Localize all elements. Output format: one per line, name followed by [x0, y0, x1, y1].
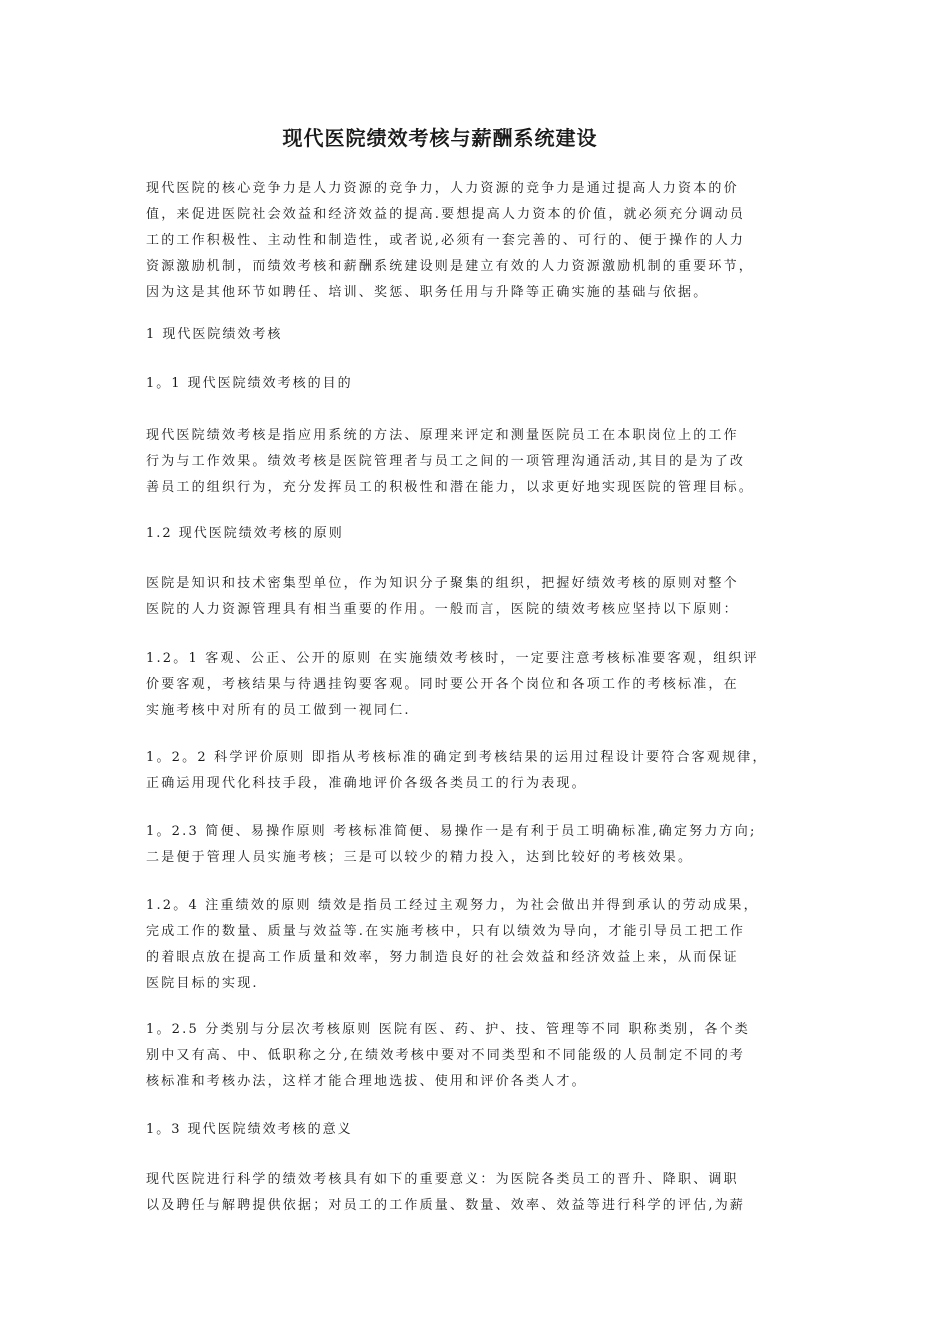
document-title: 现代医院绩效考核与薪酬系统建设	[282, 126, 598, 150]
paragraph-principle-3	[146, 819, 810, 871]
paragraph-line: 正确运用现代化科技手段，准确地评价各级各类员工的行为表现。	[146, 776, 587, 791]
heading-text: 1.2 现代医院绩效考核的原则	[146, 526, 344, 541]
paragraph-principle-5	[146, 1017, 810, 1095]
paragraph-line: 行为与工作效果。绩效考核是医院管理者与员工之间的一项管理沟通活动,其目的是为了改	[146, 454, 746, 469]
paragraph-line: 医院是知识和技术密集型单位，作为知识分子聚集的组织，把握好绩效考核的原则对整个	[146, 576, 739, 591]
paragraph-intro	[146, 176, 810, 306]
paragraph-line: 核标准和考核办法，这样才能合理地选拔、使用和评价各类人才。	[146, 1074, 587, 1089]
heading-text: 1。1 现代医院绩效考核的目的	[146, 376, 353, 391]
paragraph-line: 医院目标的实现.	[146, 976, 259, 991]
paragraph-purpose	[146, 423, 810, 501]
paragraph-line: 价要客观，考核结果与待遇挂钩要客观。同时要公开各个岗位和各项工作的考核标准，在	[146, 677, 739, 692]
paragraph-principle-4	[146, 893, 810, 997]
subsection-heading	[146, 521, 810, 547]
paragraph-line: 现代医院进行科学的绩效考核具有如下的重要意义：为医院各类员工的晋升、降职、调职	[146, 1172, 739, 1187]
paragraph-line: 完成工作的数量、质量与效益等.在实施考核中，只有以绩效为导向，才能引导员工把工作	[146, 924, 746, 939]
paragraph-line: 善员工的组织行为，充分发挥员工的积极性和潜在能力，以求更好地实现医院的管理目标。	[146, 480, 755, 495]
heading-text: 1 现代医院绩效考核	[146, 327, 283, 342]
paragraph-principle-1	[146, 646, 810, 724]
paragraph-principle-2	[146, 745, 810, 797]
subsection-heading	[146, 1117, 810, 1143]
paragraph-line: 1.2。4 注重绩效的原则 绩效是指员工经过主观努力，为社会做出并得到承认的劳动成果，	[146, 898, 759, 913]
paragraph-line: 因为这是其他环节如聘任、培训、奖惩、职务任用与升降等正确实施的基础与依据。	[146, 285, 709, 300]
paragraph-line: 以及聘任与解聘提供依据；对员工的工作质量、数量、效率、效益等进行科学的评估,为薪	[146, 1198, 746, 1213]
paragraph-line: 1.2。1 客观、公正、公开的原则 在实施绩效考核时，一定要注意考核标准要客观，组织评	[146, 651, 759, 666]
paragraph-line: 值，来促进医院社会效益和经济效益的提高.要想提高人力资本的价值，就必须充分调动员	[146, 207, 746, 222]
paragraph-line: 现代医院绩效考核是指应用系统的方法、原理来评定和测量医院员工在本职岗位上的工作	[146, 428, 739, 443]
paragraph-line: 工的工作积极性、主动性和制造性，或者说,必须有一套完善的、可行的、便于操作的人力	[146, 233, 746, 248]
paragraph-line: 医院的人力资源管理具有相当重要的作用。一般而言，医院的绩效考核应坚持以下原则：	[146, 602, 739, 617]
paragraph-line: 实施考核中对所有的员工做到一视同仁.	[146, 703, 411, 718]
subsection-heading	[146, 371, 810, 397]
paragraph-line: 的着眼点放在提高工作质量和效率，努力制造良好的社会效益和经济效益上来，从而保证	[146, 950, 739, 965]
paragraph-significance	[146, 1167, 810, 1219]
paragraph-principles-intro	[146, 571, 810, 623]
paragraph-line: 二是便于管理人员实施考核；三是可以较少的精力投入，达到比较好的考核效果。	[146, 850, 694, 865]
paragraph-line: 1。2。2 科学评价原则 即指从考核标准的确定到考核结果的运用过程设计要符合客观规律，	[146, 750, 768, 765]
heading-text: 1。3 现代医院绩效考核的意义	[146, 1122, 353, 1137]
section-heading	[146, 322, 810, 348]
paragraph-line: 别中又有高、中、低职称之分,在绩效考核中要对不同类型和不同能级的人员制定不同的考	[146, 1048, 746, 1063]
paragraph-line: 现代医院的核心竞争力是人力资源的竞争力，人力资源的竞争力是通过提高人力资本的价	[146, 181, 739, 196]
paragraph-line: 资源激励机制，而绩效考核和薪酬系统建设则是建立有效的人力资源激励机制的重要环节，	[146, 259, 755, 274]
paragraph-line: 1。2.3 简便、易操作原则 考核标准简便、易操作一是有利于员工明确标准,确定努力方向;	[146, 824, 757, 839]
paragraph-line: 1。2.5 分类别与分层次考核原则 医院有医、药、护、技、管理等不同 职称类别，各个类	[146, 1022, 750, 1037]
